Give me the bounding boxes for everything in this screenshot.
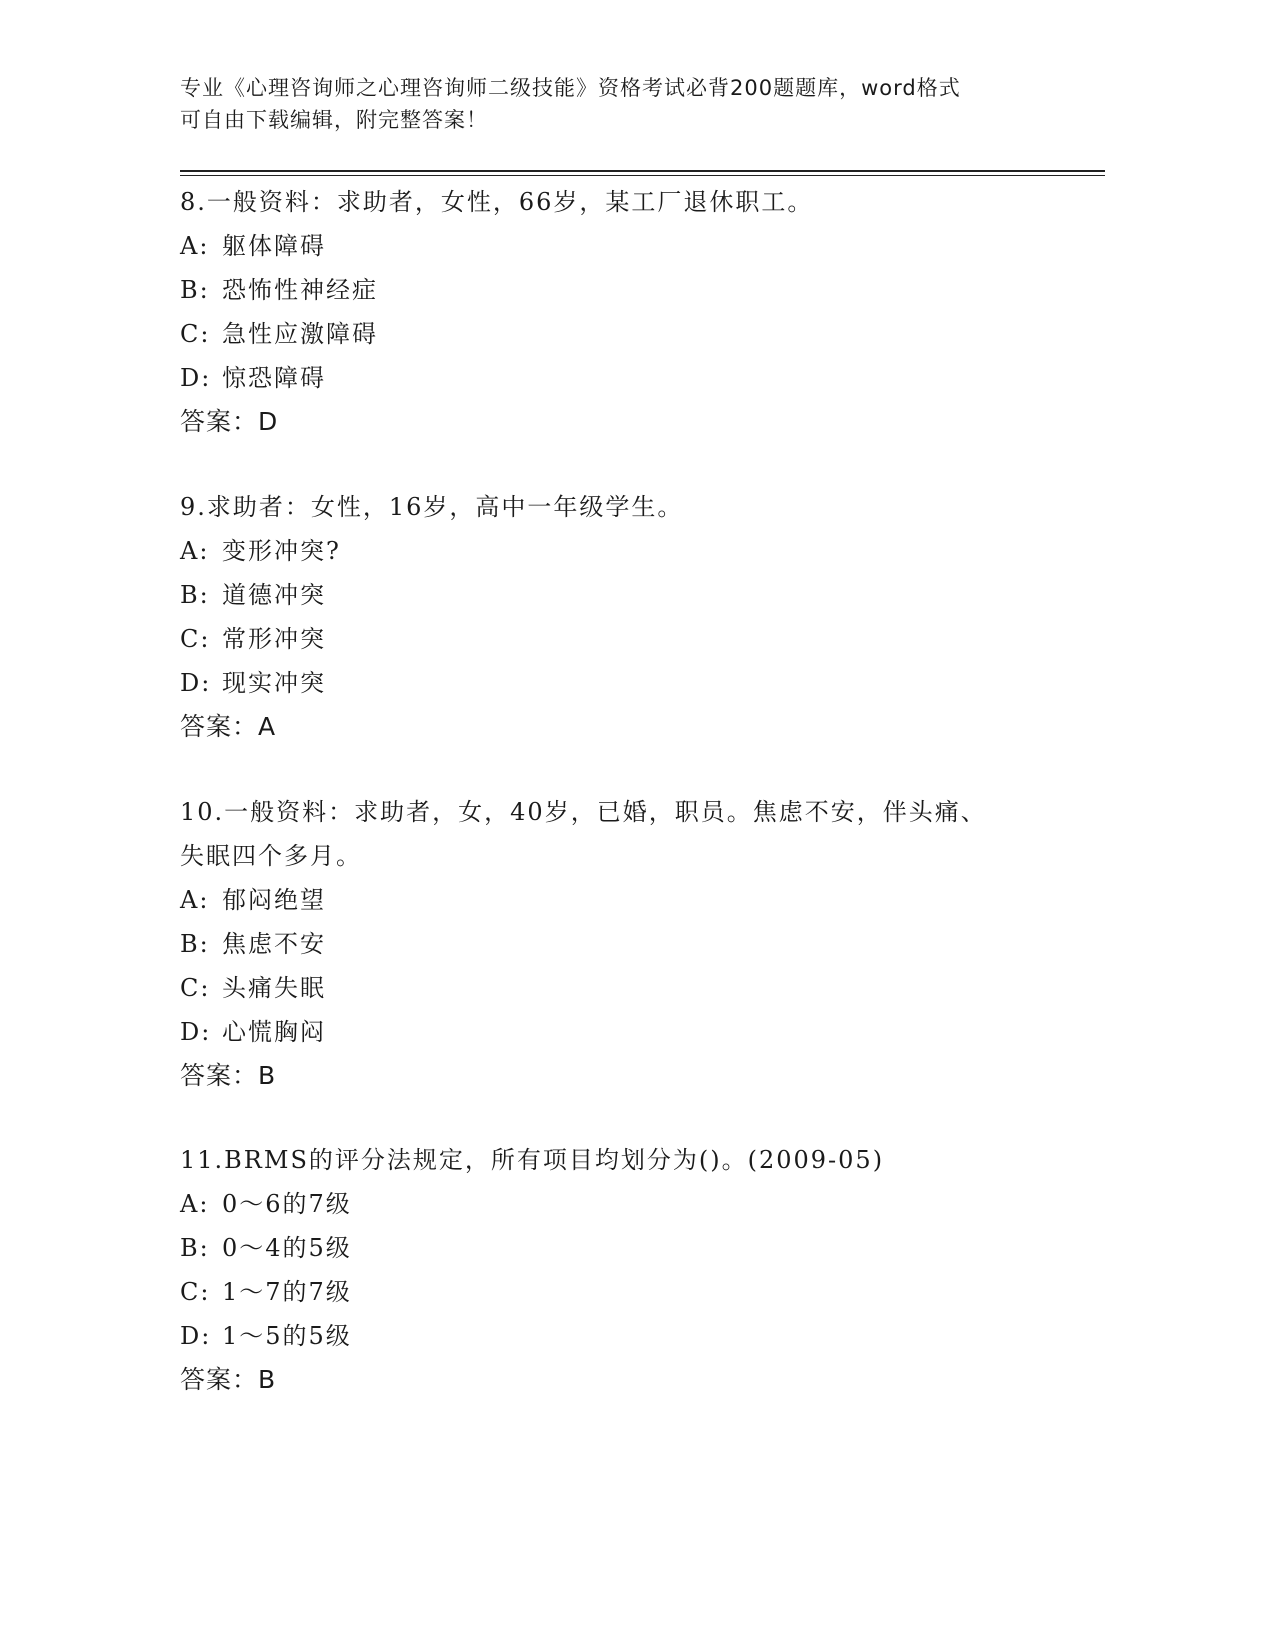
option-text: 变形冲突?: [222, 537, 341, 565]
option-text: 常形冲突: [222, 625, 326, 653]
question-9: [180, 485, 1080, 749]
option-text: 郁闷绝望: [222, 886, 326, 914]
option-text: 躯体障碍: [222, 232, 326, 260]
option-letter: C:: [180, 1278, 211, 1306]
question-stem: 8.一般资料：求助者，女性，66岁，某工厂退休职工。: [180, 188, 814, 216]
option-letter: B:: [180, 276, 210, 304]
option-c: [180, 617, 1080, 661]
header-line-1: 专业《心理咨询师之心理咨询师二级技能》资格考试必背200题题库，word格式: [180, 76, 961, 100]
document-header: [180, 72, 1080, 136]
option-d: [180, 661, 1080, 705]
option-letter: A:: [180, 232, 210, 260]
option-letter: B:: [180, 581, 210, 609]
option-text: 1～7的7级: [222, 1278, 352, 1306]
question-stem-line-1: 10.一般资料：求助者，女，40岁，已婚，职员。焦虑不安，伴头痛、: [180, 798, 987, 826]
option-letter: C:: [180, 320, 211, 348]
option-b: [180, 1226, 1080, 1270]
option-letter: A:: [180, 1190, 210, 1218]
option-letter: D:: [180, 669, 212, 697]
option-c: [180, 312, 1080, 356]
option-d: [180, 1010, 1080, 1054]
header-line-2: 可自由下载编辑，附完整答案！: [180, 108, 488, 132]
option-a: [180, 1182, 1080, 1226]
header-divider-thin: [180, 175, 1105, 176]
option-text: 0～4的5级: [222, 1234, 352, 1262]
option-letter: B:: [180, 1234, 210, 1262]
option-letter: A:: [180, 886, 210, 914]
option-c: [180, 966, 1080, 1010]
option-text: 焦虑不安: [222, 930, 326, 958]
option-text: 0～6的7级: [222, 1190, 352, 1218]
option-b: [180, 573, 1080, 617]
option-text: 头痛失眠: [222, 974, 326, 1002]
option-c: [180, 1270, 1080, 1314]
question-stem-line-2: 失眠四个多月。: [180, 842, 362, 870]
question-11: [180, 1138, 1080, 1402]
option-text: 急性应激障碍: [222, 320, 378, 348]
option-d: [180, 1314, 1080, 1358]
option-text: 道德冲突: [222, 581, 326, 609]
option-d: [180, 356, 1080, 400]
option-a: [180, 878, 1080, 922]
option-text: 心慌胸闷: [222, 1018, 326, 1046]
question-10: [180, 790, 1080, 1098]
option-letter: D:: [180, 364, 212, 392]
option-letter: C:: [180, 625, 211, 653]
option-a: [180, 529, 1080, 573]
option-b: [180, 922, 1080, 966]
option-letter: D:: [180, 1322, 212, 1350]
option-a: [180, 224, 1080, 268]
answer-line: 答案：B: [180, 1365, 277, 1394]
question-8: [180, 180, 1080, 444]
option-letter: A:: [180, 537, 210, 565]
option-text: 惊恐障碍: [222, 364, 326, 392]
option-letter: C:: [180, 974, 211, 1002]
option-letter: B:: [180, 930, 210, 958]
header-divider-thick: [180, 170, 1105, 172]
question-stem: 9.求助者：女性，16岁，高中一年级学生。: [180, 493, 684, 521]
answer-line: 答案：A: [180, 712, 277, 741]
answer-line: 答案：D: [180, 407, 279, 436]
option-text: 现实冲突: [222, 669, 326, 697]
option-b: [180, 268, 1080, 312]
option-letter: D:: [180, 1018, 212, 1046]
option-text: 恐怖性神经症: [222, 276, 378, 304]
answer-line: 答案：B: [180, 1061, 277, 1090]
question-stem: 11.BRMS的评分法规定，所有项目均划分为()。(2009-05): [180, 1146, 885, 1174]
option-text: 1～5的5级: [222, 1322, 352, 1350]
